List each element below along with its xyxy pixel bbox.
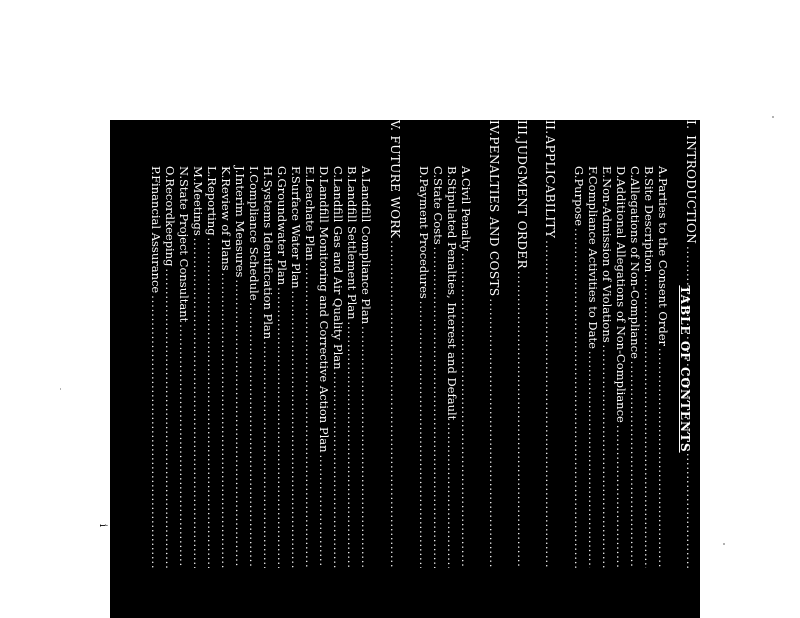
item-title: Non-Admission of Violations <box>600 178 614 343</box>
item-letter: P. <box>149 166 163 176</box>
section-numeral: III. <box>515 120 529 140</box>
section-title: APPLICABILITY <box>543 135 557 239</box>
toc-item-line <box>288 166 303 568</box>
item-title: Allegations of Non-Compliance <box>628 178 642 359</box>
scan-speck <box>60 388 61 390</box>
section-numeral: IV. <box>487 120 501 137</box>
item-title: Landfill Compliance Plan <box>359 177 373 325</box>
leader-dots <box>613 425 628 568</box>
leader-dots <box>458 253 473 568</box>
toc-section-line <box>486 120 501 568</box>
toc-item-line <box>162 166 177 568</box>
item-letter: A. <box>359 166 373 178</box>
toc-item-line <box>571 166 586 568</box>
toc-item-line <box>316 166 331 568</box>
item-title: Systems Identification Plan <box>261 179 275 340</box>
item-title: Additional Allegations of Non-Compliance <box>614 178 628 423</box>
toc-item-line <box>458 166 473 568</box>
item-letter: L. <box>205 166 219 178</box>
toc-section-line <box>683 120 698 568</box>
toc-item-line <box>218 166 233 568</box>
item-title: Stipulated Penalties, Interest and Default <box>445 178 459 421</box>
section-numeral: I. <box>684 120 698 130</box>
item-letter: D. <box>614 166 628 179</box>
item-letter: G. <box>275 166 289 179</box>
toc-item-line <box>260 166 275 568</box>
leader-dots <box>232 279 247 568</box>
leader-dots <box>416 301 431 568</box>
scanned-page <box>110 120 700 618</box>
item-title: Review of Plans <box>219 178 233 271</box>
leader-dots <box>444 422 459 568</box>
leader-dots <box>571 228 586 568</box>
leader-dots <box>274 287 289 568</box>
item-title: Landfill Monitoring and Corrective Action Plan <box>317 178 331 453</box>
item-letter: D. <box>317 166 331 179</box>
leader-dots <box>641 274 656 568</box>
toc-item-line <box>330 166 345 568</box>
scan-speck <box>772 116 774 118</box>
leader-dots <box>162 269 177 569</box>
toc-item-line <box>232 166 247 568</box>
toc-item-line <box>274 166 289 568</box>
item-letter: J. <box>233 166 247 174</box>
toc-item-line <box>599 166 614 568</box>
item-letter: F. <box>586 166 600 176</box>
leader-dots <box>358 326 373 568</box>
toc-item-line <box>176 166 191 568</box>
toc-item-line <box>627 166 642 568</box>
item-letter: B. <box>445 166 459 179</box>
leader-dots <box>542 240 557 568</box>
leader-dots <box>683 246 698 568</box>
toc-item-line <box>246 166 261 568</box>
leader-dots <box>302 263 317 568</box>
section-title: FUTURE WORK <box>388 135 402 239</box>
item-letter: B. <box>345 166 359 179</box>
toc-section-line <box>542 120 557 568</box>
item-letter: N. <box>177 166 191 179</box>
section-numeral: V. <box>388 120 402 132</box>
item-title: Landfill Settlement Plan <box>345 178 359 320</box>
item-title: Civil Penalty <box>459 177 473 252</box>
item-letter: D. <box>417 166 431 179</box>
leader-dots <box>330 372 345 568</box>
item-letter: F. <box>289 166 303 176</box>
section-title: JUDGMENT ORDER <box>515 139 529 270</box>
item-title: Site Description <box>642 178 656 273</box>
leader-dots <box>246 303 261 569</box>
section-title: PENALTIES AND COSTS <box>487 136 501 297</box>
toc-item-line <box>613 166 628 568</box>
toc-section-line <box>387 120 402 568</box>
item-title: Payment Procedures <box>417 178 431 299</box>
toc-item-line <box>302 166 317 568</box>
leader-dots <box>190 238 205 568</box>
section-numeral: II. <box>543 120 557 135</box>
item-letter: M. <box>191 166 205 182</box>
leader-dots <box>260 341 275 568</box>
leader-dots <box>316 455 331 568</box>
item-letter: B. <box>642 166 656 179</box>
leader-dots <box>344 322 359 568</box>
leader-dots <box>514 271 529 568</box>
toc-item-line <box>190 166 205 568</box>
toc-title: TABLE OF CONTENTS <box>678 285 692 453</box>
item-letter: C. <box>431 166 445 179</box>
leader-dots <box>176 324 191 568</box>
rotated-toc-content <box>110 120 700 618</box>
item-letter: A. <box>459 166 473 178</box>
item-title: Interim Measures <box>233 173 247 278</box>
item-letter: G. <box>572 166 586 179</box>
leader-dots <box>387 240 402 568</box>
item-title: State Costs <box>431 178 445 245</box>
leader-dots <box>655 348 670 568</box>
item-letter: E. <box>600 166 614 179</box>
item-title: State Project Consultant <box>177 178 191 323</box>
toc-item-line <box>358 166 373 568</box>
item-letter: H. <box>261 166 275 180</box>
leader-dots <box>218 273 233 568</box>
toc-section-line <box>514 120 529 568</box>
item-title: Purpose <box>572 178 586 227</box>
page-number: i <box>97 523 109 528</box>
item-letter: O. <box>163 166 177 179</box>
leader-dots <box>430 247 445 568</box>
item-title: Compliance Schedule <box>247 174 261 301</box>
toc-item-line <box>204 166 219 568</box>
item-letter: A. <box>656 166 670 178</box>
toc-item-line <box>444 166 459 568</box>
item-title: Compliance Activities to Date <box>586 175 600 349</box>
toc-item-line <box>148 166 163 568</box>
item-letter: C. <box>628 166 642 179</box>
item-letter: I. <box>247 166 261 175</box>
leader-dots <box>627 361 642 568</box>
leader-dots <box>599 345 614 568</box>
toc-item-line <box>430 166 445 568</box>
item-title: Reporting <box>205 177 219 236</box>
item-letter: E. <box>303 166 317 179</box>
item-title: Leachate Plan <box>303 178 317 261</box>
toc-item-line <box>641 166 656 568</box>
item-title: Parties to the Consent Order <box>656 177 670 347</box>
leader-dots <box>585 351 600 568</box>
leader-dots <box>204 238 219 568</box>
section-title: INTRODUCTION <box>684 135 698 245</box>
item-title: Meetings <box>191 181 205 236</box>
toc-item-line <box>416 166 431 568</box>
scan-speck <box>723 543 725 545</box>
item-letter: C. <box>331 166 345 179</box>
leader-dots <box>148 295 163 568</box>
leader-dots <box>486 299 501 568</box>
leader-dots <box>288 291 303 568</box>
toc-item-line <box>585 166 600 568</box>
item-title: Groundwater Plan <box>275 178 289 286</box>
item-letter: K. <box>219 166 233 179</box>
toc-item-line <box>655 166 670 568</box>
item-title: Landfill Gas and Air Quality Plan <box>331 178 345 370</box>
item-title: Financial Assurance <box>149 175 163 294</box>
item-title: Recordkeeping <box>163 178 177 267</box>
toc-item-line <box>344 166 359 568</box>
item-title: Surface Water Plan <box>289 175 303 289</box>
